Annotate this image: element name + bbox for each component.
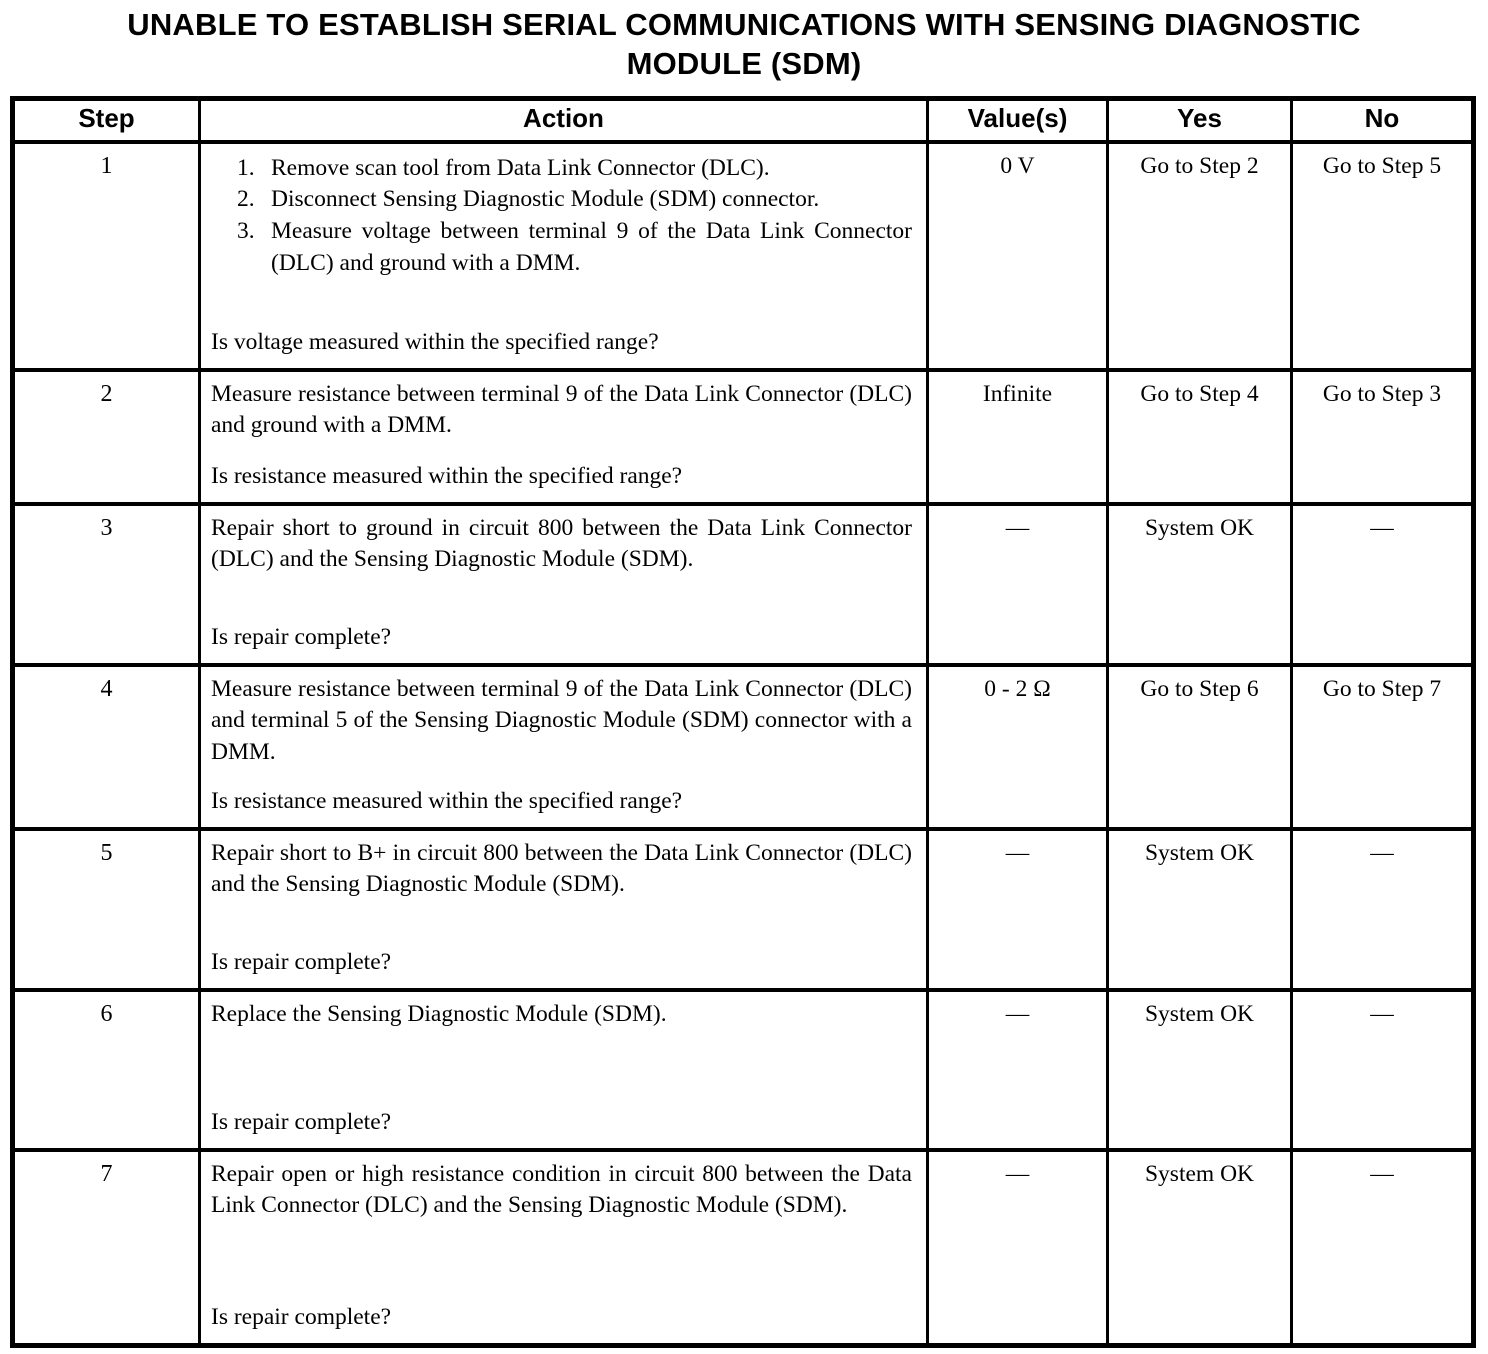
value-cell: —: [926, 992, 1106, 1148]
action-question: Is resistance measured within the specified range?: [211, 787, 683, 814]
header-cell-yes: Yes: [1106, 101, 1290, 140]
list-item-number: 3.: [237, 218, 255, 245]
table-row: [15, 368, 1471, 502]
action-question: Is repair complete?: [211, 948, 392, 975]
action-question: Is repair complete?: [211, 1108, 392, 1135]
value-cell: Infinite: [926, 372, 1106, 502]
action-cell: [198, 1152, 926, 1343]
action-question: Is voltage measured within the specified range?: [211, 328, 659, 355]
action-numbered-list: [237, 153, 912, 281]
action-text: Measure resistance between terminal 9 of the Data Link Connector (DLC) and terminal 5 of the Sensing Diagnostic Module (SDM) connector with a DMM.: [211, 675, 912, 766]
step-number: 4: [100, 675, 113, 702]
no-cell: —: [1290, 831, 1471, 988]
no-cell: —: [1290, 1152, 1471, 1343]
table-header-row: [15, 101, 1471, 140]
no-cell: Go to Step 7: [1290, 667, 1471, 827]
action-list-item: [237, 184, 912, 216]
action-question: Is repair complete?: [211, 623, 392, 650]
action-text: Repair open or high resistance condition in circuit 800 between the Data Link Connector (DLC) and the Sensing Diagnostic Module (SDM).: [211, 1160, 912, 1219]
yes-cell: System OK: [1106, 831, 1290, 988]
action-cell: [198, 506, 926, 663]
list-item-text: Remove scan tool from Data Link Connector (DLC).: [271, 154, 770, 181]
action-cell: [198, 831, 926, 988]
no-cell: —: [1290, 506, 1471, 663]
no-cell: Go to Step 3: [1290, 372, 1471, 502]
header-cell-values: Value(s): [926, 101, 1106, 140]
header-cell-no: No: [1290, 101, 1471, 140]
page-title: UNABLE TO ESTABLISH SERIAL COMMUNICATIONS WITH SENSING DIAGNOSTIC MODULE (SDM): [127, 7, 1361, 81]
table-row: [15, 140, 1471, 368]
table-row: [15, 988, 1471, 1148]
table-row: [15, 502, 1471, 663]
table-row: [15, 663, 1471, 827]
action-question: Is resistance measured within the specified range?: [211, 462, 683, 489]
table-row: [15, 1148, 1471, 1343]
step-number: 5: [100, 839, 113, 866]
action-question: Is repair complete?: [211, 1303, 392, 1330]
step-number: 2: [100, 380, 113, 407]
list-item-text: Measure voltage between terminal 9 of the Data Link Connector (DLC) and ground with a DMM.: [271, 218, 912, 277]
action-cell: [198, 144, 926, 368]
yes-cell: Go to Step 2: [1106, 144, 1290, 368]
header-cell-step: Step: [78, 102, 135, 133]
list-item-number: 2.: [237, 186, 255, 213]
yes-cell: Go to Step 6: [1106, 667, 1290, 827]
header-cell-action: Action: [198, 101, 926, 140]
value-cell: —: [926, 831, 1106, 988]
value-cell: 0 - 2 Ω: [926, 667, 1106, 827]
value-cell: —: [926, 1152, 1106, 1343]
no-cell: —: [1290, 992, 1471, 1148]
step-number: 3: [100, 514, 113, 541]
action-cell: [198, 992, 926, 1148]
action-text: Repair short to B+ in circuit 800 between the Data Link Connector (DLC) and the Sensing Diagnostic Module (SDM).: [211, 839, 912, 898]
action-list-item: [237, 153, 912, 185]
value-cell: 0 V: [926, 144, 1106, 368]
action-list-item: [237, 216, 912, 280]
step-number: 1: [100, 152, 113, 179]
action-text: Repair short to ground in circuit 800 between the Data Link Connector (DLC) and the Sensing Diagnostic Module (SDM).: [211, 514, 912, 573]
action-text: Measure resistance between terminal 9 of the Data Link Connector (DLC) and ground with a DMM.: [211, 380, 912, 439]
action-cell: [198, 372, 926, 502]
yes-cell: System OK: [1106, 1152, 1290, 1343]
table-row: [15, 827, 1471, 988]
list-item-number: 1.: [237, 154, 255, 181]
action-text: Replace the Sensing Diagnostic Module (SDM).: [211, 1000, 667, 1027]
step-number: 7: [100, 1160, 113, 1187]
step-number: 6: [100, 1000, 113, 1027]
value-cell: —: [926, 506, 1106, 663]
no-cell: Go to Step 5: [1290, 144, 1471, 368]
yes-cell: System OK: [1106, 992, 1290, 1148]
action-cell: [198, 667, 926, 827]
list-item-text: Disconnect Sensing Diagnostic Module (SDM) connector.: [271, 186, 820, 213]
diagnostic-table: [10, 96, 1476, 1348]
yes-cell: System OK: [1106, 506, 1290, 663]
yes-cell: Go to Step 4: [1106, 372, 1290, 502]
